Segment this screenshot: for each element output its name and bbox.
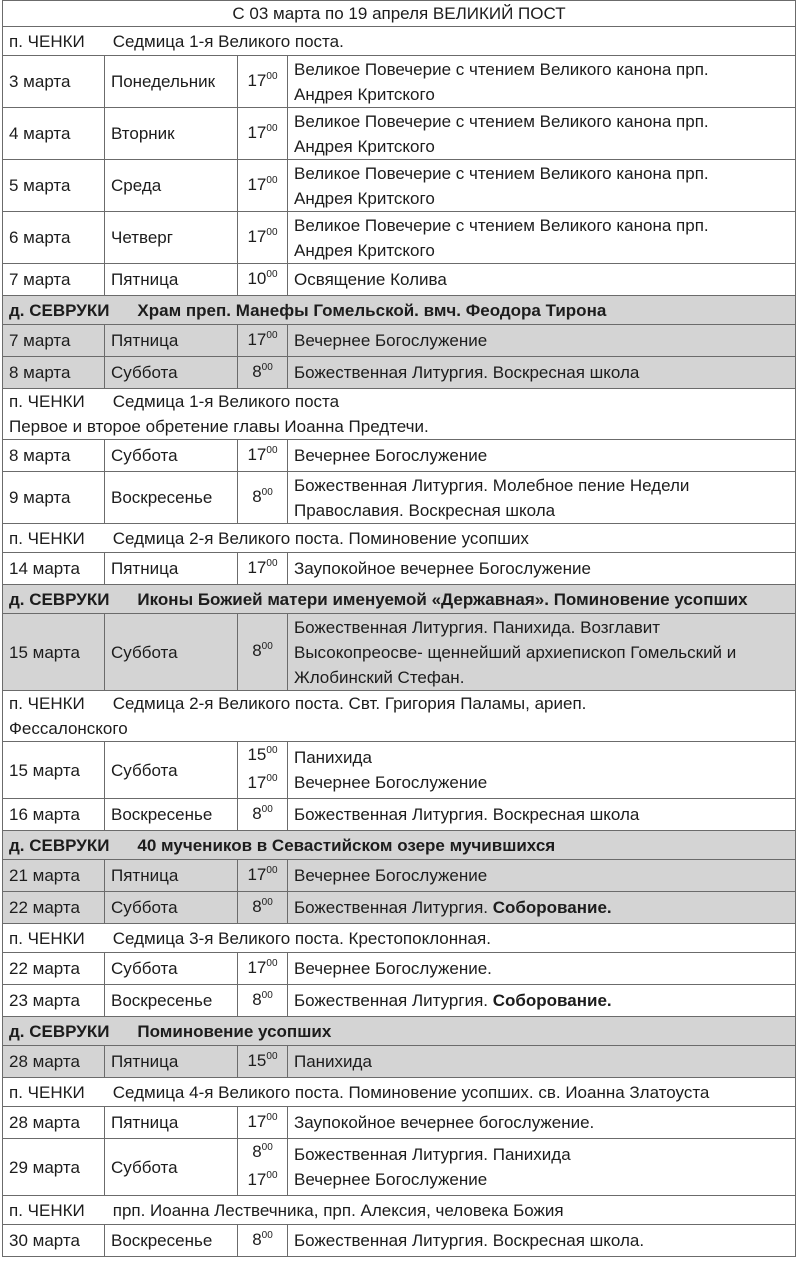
service-line: Жлобинский Стефан. bbox=[294, 667, 465, 687]
date-cell: 22 марта bbox=[3, 892, 105, 924]
service-time: $17^{00}$ bbox=[247, 1111, 278, 1131]
schedule-row bbox=[3, 160, 796, 212]
section-description: Иконы Божией матери именуемой «Державная». Поминовение усопших bbox=[137, 589, 748, 609]
date-cell: 30 марта bbox=[3, 1225, 105, 1257]
time-minutes: 00 bbox=[261, 486, 273, 498]
service-time: $17^{00}$ bbox=[247, 864, 278, 884]
time-minutes: 00 bbox=[266, 226, 278, 238]
service-time: $15^{00}$ bbox=[247, 745, 278, 764]
section-location: д. СЕВРУКИ bbox=[9, 300, 110, 320]
schedule-row bbox=[3, 56, 796, 108]
time-minutes: 00 bbox=[266, 745, 278, 756]
date-cell: 7 марта bbox=[3, 264, 105, 296]
service-line: Православия. Воскресная школа bbox=[294, 500, 556, 520]
schedule-row bbox=[3, 799, 796, 831]
weekday-cell: Пятница bbox=[105, 1107, 238, 1139]
weekday-cell: Воскресенье bbox=[105, 472, 238, 524]
time-minutes: 00 bbox=[261, 1229, 273, 1241]
service-line: Панихида bbox=[294, 1052, 372, 1071]
section-location: п. ЧЕНКИ bbox=[9, 1200, 85, 1220]
service-cell bbox=[288, 212, 796, 264]
service-line: Панихида bbox=[294, 748, 372, 767]
service-line: Божественная Литургия. Воскресная школа bbox=[294, 363, 640, 382]
date-cell: 28 марта bbox=[3, 1046, 105, 1078]
service-line: Вечернее Богослужение. bbox=[294, 959, 492, 978]
schedule-row bbox=[3, 985, 796, 1017]
date-cell: 14 марта bbox=[3, 553, 105, 585]
service-time: $17^{00}$ bbox=[247, 773, 278, 792]
weekday-cell: Воскресенье bbox=[105, 1225, 238, 1257]
section-description: Седмица 2-я Великого поста. Поминовение усопших bbox=[112, 528, 529, 548]
service-line: Андрея Критского bbox=[294, 84, 435, 104]
schedule-row bbox=[3, 357, 796, 389]
time-minutes: 00 bbox=[261, 896, 273, 908]
time-cell bbox=[238, 357, 288, 389]
section-description: Седмица 1-я Великого поста. bbox=[112, 31, 344, 51]
weekday-cell: Суббота bbox=[105, 953, 238, 985]
section-description: Седмица 3-я Великого поста. Крестопоклонная. bbox=[112, 928, 491, 948]
section-row bbox=[3, 389, 796, 440]
service-cell bbox=[288, 860, 796, 892]
weekday-cell: Понедельник bbox=[105, 56, 238, 108]
schedule-row bbox=[3, 1107, 796, 1139]
service-line: Божественная Литургия. Соборование. bbox=[294, 991, 612, 1010]
service-cell bbox=[288, 1046, 796, 1078]
service-line: Андрея Критского bbox=[294, 136, 435, 156]
section-description: Седмица 1-я Великого поста bbox=[112, 392, 340, 411]
section-location: п. ЧЕНКИ bbox=[9, 392, 85, 411]
service-emphasis: Соборование. bbox=[492, 991, 612, 1010]
section-row bbox=[3, 1196, 796, 1225]
date-cell: 6 марта bbox=[3, 212, 105, 264]
time-minutes: 00 bbox=[266, 1170, 278, 1181]
section-heading bbox=[3, 831, 796, 860]
section-location: п. ЧЕНКИ bbox=[9, 528, 85, 548]
section-heading bbox=[3, 524, 796, 553]
service-line: Освящение Колива bbox=[294, 270, 447, 289]
schedule-row bbox=[3, 440, 796, 472]
date-cell: 4 марта bbox=[3, 108, 105, 160]
service-line: Божественная Литургия. Воскресная школа. bbox=[294, 1231, 645, 1250]
date-cell: 23 марта bbox=[3, 985, 105, 1017]
service-time: $17^{00}$ bbox=[247, 70, 278, 90]
service-line: Божественная Литургия. Молебное пение Недели bbox=[294, 475, 690, 495]
service-cell bbox=[288, 160, 796, 212]
section-heading bbox=[3, 924, 796, 953]
time-cell bbox=[238, 953, 288, 985]
section-row bbox=[3, 585, 796, 614]
section-location: п. ЧЕНКИ bbox=[9, 31, 85, 51]
section-heading bbox=[3, 585, 796, 614]
service-line: Великое Повечерие с чтением Великого канона прп. bbox=[294, 163, 709, 183]
time-cell bbox=[238, 860, 288, 892]
service-time: $8^{00}$ bbox=[252, 1229, 273, 1249]
schedule-row bbox=[3, 742, 796, 799]
service-time: $17^{00}$ bbox=[247, 122, 278, 142]
service-time: $17^{00}$ bbox=[247, 957, 278, 977]
time-cell bbox=[238, 892, 288, 924]
section-heading bbox=[3, 1196, 796, 1225]
time-minutes: 00 bbox=[266, 773, 278, 784]
section-location: п. ЧЕНКИ bbox=[9, 1082, 85, 1102]
section-description: Поминовение усопших bbox=[137, 1021, 332, 1041]
time-cell bbox=[238, 56, 288, 108]
service-line: Великое Повечерие с чтением Великого канона прп. bbox=[294, 59, 709, 79]
weekday-cell: Пятница bbox=[105, 264, 238, 296]
service-line: Великое Повечерие с чтением Великого канона прп. bbox=[294, 215, 709, 235]
service-time: $8^{00}$ bbox=[252, 989, 273, 1009]
section-row bbox=[3, 296, 796, 325]
section-heading bbox=[3, 389, 796, 440]
time-cell bbox=[238, 553, 288, 585]
section-description: Седмица 4-я Великого поста. Поминовение усопших. св. Иоанна Златоуста bbox=[112, 1082, 710, 1102]
service-time: $8^{00}$ bbox=[252, 486, 273, 506]
section-location: п. ЧЕНКИ bbox=[9, 694, 85, 713]
service-cell bbox=[288, 892, 796, 924]
weekday-cell: Пятница bbox=[105, 1046, 238, 1078]
time-cell bbox=[238, 1046, 288, 1078]
date-cell: 28 марта bbox=[3, 1107, 105, 1139]
weekday-cell: Суббота bbox=[105, 440, 238, 472]
section-description-line2: Фессалонского bbox=[9, 719, 128, 738]
schedule-row bbox=[3, 614, 796, 691]
time-minutes: 00 bbox=[266, 329, 278, 341]
service-cell bbox=[288, 799, 796, 831]
service-emphasis: Соборование. bbox=[492, 898, 612, 917]
section-row bbox=[3, 27, 796, 56]
weekday-cell: Суббота bbox=[105, 614, 238, 691]
section-row bbox=[3, 1017, 796, 1046]
time-minutes: 00 bbox=[266, 1050, 278, 1062]
section-description: прп. Иоанна Лествечника, прп. Алексия, человека Божия bbox=[112, 1200, 564, 1220]
time-minutes: 00 bbox=[261, 803, 273, 815]
time-cell bbox=[238, 799, 288, 831]
section-location: д. СЕВРУКИ bbox=[9, 589, 110, 609]
service-time: $15^{00}$ bbox=[247, 1050, 278, 1070]
service-line: Вечернее Богослужение bbox=[294, 331, 488, 350]
service-cell bbox=[288, 325, 796, 357]
service-time: $8^{00}$ bbox=[252, 896, 273, 916]
section-heading bbox=[3, 691, 796, 742]
service-cell bbox=[288, 614, 796, 691]
service-cell bbox=[288, 108, 796, 160]
service-time: $17^{00}$ bbox=[247, 174, 278, 194]
service-cell bbox=[288, 264, 796, 296]
date-cell: 8 марта bbox=[3, 357, 105, 389]
time-cell bbox=[238, 440, 288, 472]
time-minutes: 00 bbox=[261, 361, 273, 373]
section-row bbox=[3, 691, 796, 742]
service-line: Вечернее Богослужение bbox=[294, 866, 488, 885]
page-title: С 03 марта по 19 апреля ВЕЛИКИЙ ПОСТ bbox=[3, 1, 796, 27]
time-minutes: 00 bbox=[266, 70, 278, 82]
service-line: Вечернее Богослужение bbox=[294, 446, 488, 465]
time-minutes: 00 bbox=[266, 268, 278, 280]
weekday-cell: Суббота bbox=[105, 1139, 238, 1196]
weekday-cell: Вторник bbox=[105, 108, 238, 160]
service-line: Андрея Критского bbox=[294, 188, 435, 208]
weekday-cell: Четверг bbox=[105, 212, 238, 264]
section-heading bbox=[3, 1017, 796, 1046]
schedule-row bbox=[3, 1139, 796, 1196]
time-minutes: 00 bbox=[266, 957, 278, 969]
section-description: Храм преп. Манефы Гомельской. вмч. Феодора Тирона bbox=[137, 300, 607, 320]
service-time: $17^{00}$ bbox=[247, 329, 278, 349]
section-row bbox=[3, 924, 796, 953]
service-time: $8^{00}$ bbox=[252, 1142, 273, 1161]
schedule-row bbox=[3, 472, 796, 524]
schedule-row bbox=[3, 1046, 796, 1078]
section-location: д. СЕВРУКИ bbox=[9, 835, 110, 855]
date-cell: 15 марта bbox=[3, 742, 105, 799]
time-minutes: 00 bbox=[261, 989, 273, 1001]
date-cell: 22 марта bbox=[3, 953, 105, 985]
service-cell bbox=[288, 1225, 796, 1257]
service-line: Заупокойное вечернее богослужение. bbox=[294, 1113, 595, 1132]
schedule-body bbox=[3, 1, 796, 1257]
time-minutes: 00 bbox=[266, 1111, 278, 1123]
service-time: $17^{00}$ bbox=[247, 226, 278, 246]
section-description-line2: Первое и второе обретение главы Иоанна Предтечи. bbox=[9, 417, 429, 436]
service-line: Божественная Литургия. Воскресная школа bbox=[294, 805, 640, 824]
service-cell bbox=[288, 742, 796, 799]
service-cell bbox=[288, 440, 796, 472]
title-row bbox=[3, 1, 796, 27]
schedule-row bbox=[3, 953, 796, 985]
time-minutes: 00 bbox=[266, 174, 278, 186]
time-cell bbox=[238, 160, 288, 212]
date-cell: 29 марта bbox=[3, 1139, 105, 1196]
section-heading bbox=[3, 27, 796, 56]
time-minutes: 00 bbox=[261, 1142, 273, 1153]
service-cell bbox=[288, 953, 796, 985]
service-line: Вечернее Богослужение bbox=[294, 773, 488, 792]
section-row bbox=[3, 831, 796, 860]
time-cell bbox=[238, 325, 288, 357]
time-minutes: 00 bbox=[261, 641, 273, 652]
service-line: Божественная Литургия. Соборование. bbox=[294, 898, 612, 917]
service-line: Великое Повечерие с чтением Великого канона прп. bbox=[294, 111, 709, 131]
schedule-table bbox=[2, 0, 796, 1257]
service-line: Андрея Критского bbox=[294, 240, 435, 260]
service-cell bbox=[288, 56, 796, 108]
weekday-cell: Суббота bbox=[105, 742, 238, 799]
section-heading bbox=[3, 296, 796, 325]
time-cell bbox=[238, 264, 288, 296]
service-line: Высокопреосве- щеннейший архиепископ Гомельский и bbox=[294, 642, 737, 662]
time-cell bbox=[238, 1139, 288, 1196]
section-location: д. СЕВРУКИ bbox=[9, 1021, 110, 1041]
time-cell bbox=[238, 1225, 288, 1257]
schedule-row bbox=[3, 860, 796, 892]
weekday-cell: Пятница bbox=[105, 325, 238, 357]
time-minutes: 00 bbox=[266, 557, 278, 569]
time-cell bbox=[238, 1107, 288, 1139]
weekday-cell: Суббота bbox=[105, 892, 238, 924]
section-row bbox=[3, 524, 796, 553]
time-minutes: 00 bbox=[266, 122, 278, 134]
date-cell: 15 марта bbox=[3, 614, 105, 691]
date-cell: 5 марта bbox=[3, 160, 105, 212]
time-cell bbox=[238, 472, 288, 524]
service-time: $8^{00}$ bbox=[252, 803, 273, 823]
service-time: $17^{00}$ bbox=[247, 1170, 278, 1189]
section-description: Седмица 2-я Великого поста. Свт. Григория Паламы, ариеп. bbox=[112, 694, 587, 713]
service-line: Божественная Литургия. Панихида bbox=[294, 1145, 571, 1164]
time-cell bbox=[238, 212, 288, 264]
weekday-cell: Среда bbox=[105, 160, 238, 212]
section-row bbox=[3, 1078, 796, 1107]
service-cell bbox=[288, 472, 796, 524]
service-cell bbox=[288, 553, 796, 585]
time-cell bbox=[238, 742, 288, 799]
service-cell bbox=[288, 357, 796, 389]
date-cell: 9 марта bbox=[3, 472, 105, 524]
time-minutes: 00 bbox=[266, 864, 278, 876]
service-line: Божественная Литургия. Панихида. Возглавит bbox=[294, 617, 661, 637]
section-heading bbox=[3, 1078, 796, 1107]
date-cell: 7 марта bbox=[3, 325, 105, 357]
service-cell bbox=[288, 1139, 796, 1196]
service-time: $10^{00}$ bbox=[247, 268, 278, 288]
schedule-row bbox=[3, 325, 796, 357]
schedule-row bbox=[3, 1225, 796, 1257]
service-time: $8^{00}$ bbox=[252, 361, 273, 381]
time-cell bbox=[238, 108, 288, 160]
weekday-cell: Суббота bbox=[105, 357, 238, 389]
schedule-row bbox=[3, 264, 796, 296]
schedule-row bbox=[3, 892, 796, 924]
section-location: п. ЧЕНКИ bbox=[9, 928, 85, 948]
service-time: $17^{00}$ bbox=[247, 557, 278, 577]
time-cell bbox=[238, 614, 288, 691]
date-cell: 8 марта bbox=[3, 440, 105, 472]
weekday-cell: Пятница bbox=[105, 553, 238, 585]
weekday-cell: Воскресенье bbox=[105, 799, 238, 831]
schedule-row bbox=[3, 108, 796, 160]
service-cell bbox=[288, 1107, 796, 1139]
weekday-cell: Воскресенье bbox=[105, 985, 238, 1017]
time-cell bbox=[238, 985, 288, 1017]
service-line: Вечернее Богослужение bbox=[294, 1170, 488, 1189]
date-cell: 3 марта bbox=[3, 56, 105, 108]
weekday-cell: Пятница bbox=[105, 860, 238, 892]
time-minutes: 00 bbox=[266, 444, 278, 456]
service-time: $17^{00}$ bbox=[247, 444, 278, 464]
service-line: Заупокойное вечернее Богослужение bbox=[294, 559, 591, 578]
schedule-row bbox=[3, 212, 796, 264]
service-time: $8^{00}$ bbox=[252, 641, 273, 660]
date-cell: 16 марта bbox=[3, 799, 105, 831]
service-cell bbox=[288, 985, 796, 1017]
section-description: 40 мучеников в Севастийском озере мучившихся bbox=[137, 835, 556, 855]
date-cell: 21 марта bbox=[3, 860, 105, 892]
schedule-row bbox=[3, 553, 796, 585]
